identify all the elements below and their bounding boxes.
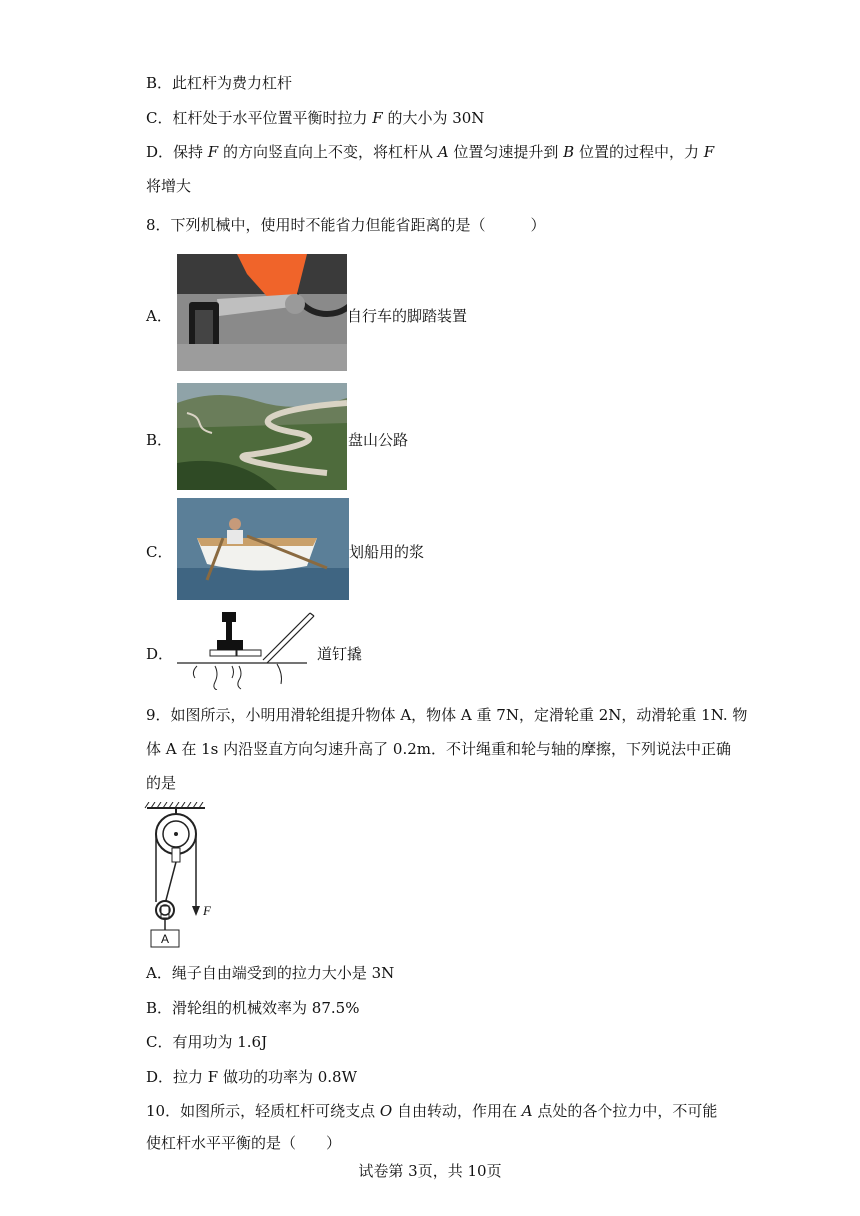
q8-stem: 8．下列机械中，使用时不能省力但能省距离的是（ ） <box>146 216 546 234</box>
spike-crowbar-diagram <box>177 608 317 690</box>
bicycle-pedal-photo <box>177 254 347 371</box>
q9-stem-line-1: 9．如图所示，小明用滑轮组提升物体 A，物体 A 重 7N，定滑轮重 2N，动滑轮重 1N. 物 <box>146 706 748 724</box>
q10-stem-line-1: 10．如图所示，轻质杠杆可绕支点 O 自由转动，作用在 A 点处的各个拉力中，不可能 <box>146 1102 718 1120</box>
q8-option-a-caption: 自行车的脚踏装置 <box>347 307 468 325</box>
q8-option-c-caption: 划船用的浆 <box>349 543 425 561</box>
q8-option-b-caption: 盘山公路 <box>348 431 409 449</box>
q9-option-c: C．有用功为 1.6J <box>146 1033 268 1051</box>
q7-option-d-cont: 将增大 <box>146 177 192 195</box>
page-footer: 试卷第 3页，共 10页 <box>358 1162 502 1180</box>
q9-stem-line-2: 体 A 在 1s 内沿竖直方向匀速升高了 0.2m．不计绳重和轮与轴的摩擦，下列说法中正确 <box>146 740 731 758</box>
q9-stem-line-3: 的是 <box>146 774 177 792</box>
q8-option-d-label: D． <box>146 645 174 663</box>
q8-option-a-label: A． <box>146 307 172 325</box>
q9-option-b: B．滑轮组的机械效率为 87.5% <box>146 999 360 1017</box>
q8-option-b-label: B． <box>146 431 173 449</box>
q9-option-a: A．绳子自由端受到的拉力大小是 3N <box>146 964 395 982</box>
q10-stem-line-2: 使杠杆水平平衡的是（ ） <box>146 1134 342 1152</box>
force-f-label: F <box>203 903 211 918</box>
mountain-road-photo <box>177 383 347 490</box>
q8-option-c-label: C． <box>146 543 173 561</box>
block-a-label: A <box>160 932 170 946</box>
rowing-boat-photo <box>177 498 349 600</box>
q7-option-b: B．此杠杆为费力杠杆 <box>146 74 293 92</box>
q9-option-d: D．拉力 F 做功的功率为 0.8W <box>146 1068 358 1086</box>
q7-option-c: C．杠杆处于水平位置平衡时拉力 F 的大小为 30N <box>146 109 485 127</box>
q7-option-d: D．保持 F 的方向竖直向上不变，将杠杆从 A 位置匀速提升到 B 位置的过程中，力 F <box>146 143 715 161</box>
q8-option-d-caption: 道钉撬 <box>317 645 363 663</box>
pulley-system-diagram <box>143 802 223 952</box>
